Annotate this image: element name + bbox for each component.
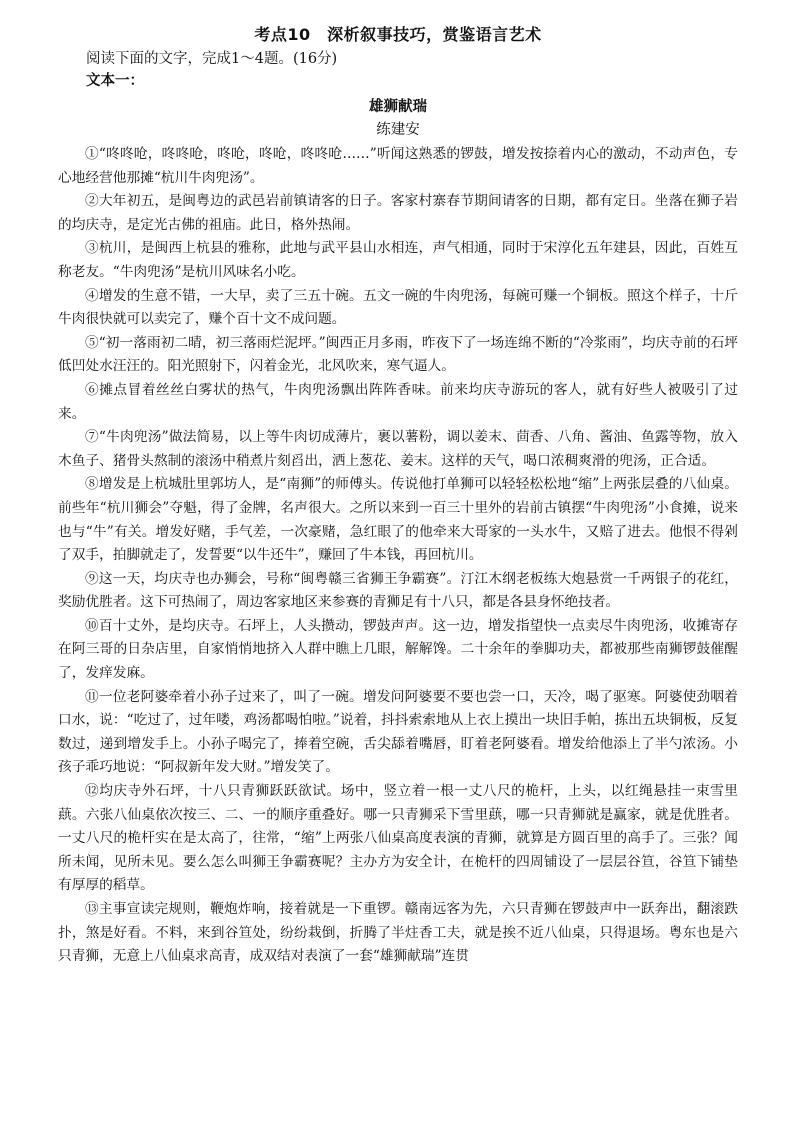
story-paragraph-6: ⑥摊点冒着丝丝白雾状的热气，牛肉兜汤飘出阵阵香味。前来均庆寺游玩的客人，就有好些人被吸引了过来。 — [58, 381, 738, 422]
story-paragraph-10: ⑩百十丈外，是均庆寺。石坪上，人头攒动，锣鼓声声。这一边，增发指望快一点卖尽牛肉兜汤，收摊寄存在阿三哥的日杂店里，自家悄悄地挤入人群中瞧上几眼，解解馋。二十余年的拳脚功夫，都被那些南狮锣鼓催醒了，发痒发麻。 — [58, 617, 738, 682]
story-paragraph-12: ⑫均庆寺外石坪，十八只青狮跃跃欲试。场中，竖立着一根一丈八尺的桅杆，上头，以红绳悬挂一束雪里蕻。六张八仙桌依次按三、二、一的顺序重叠好。哪一只青狮采下雪里蕻，哪一只青狮就是赢家，就是优胜者。一丈八尺的桅杆实在是太高了，往常，“缩”上两张八仙桌高度表演的青狮，就算是方圆百里的高手了。三张？闻所未闻，见所未见。要么怎么叫狮王争霸赛呢？主办方为安全计，在桅杆的四周铺设了一层层谷笪，谷笪下铺垫有厚厚的稻草。 — [58, 783, 738, 894]
text-one-label: 文本一： — [86, 73, 144, 89]
story-paragraph-8: ⑧增发是上杭城肚里郭坊人，是“南狮”的师傅头。传说他打单狮可以轻轻松松地“缩”上两张层叠的八仙桌。前些年“杭川狮会”夺魁，得了金牌，名声很大。之所以来到一百三十里外的岩前古镇摆“牛肉兜汤”小食摊，说来也与“牛”有关。增发好赌，手气差，一次豪赌，急红眼了的他牵来大哥家的一头水牛，又赔了进去。他恨不得剁了双手，拍脚就走了，发誓要“以牛还牛”，赚回了牛本钱，再回杭川。 — [58, 476, 738, 564]
story-paragraph-1: ①“咚咚呛，咚咚呛，咚呛，咚呛，咚咚呛……”听闻这熟悉的锣鼓，增发按捺着内心的激动，不动声色，专心地经营他那摊“杭川牛肉兜汤”。 — [58, 146, 738, 186]
story-paragraph-9: ⑨这一天，均庆寺也办狮会，号称“闽粤赣三省狮王争霸赛”。汀江木纲老板练大炮悬赏一千两银子的花红，奖励优胜者。这下可热闹了，周边客家地区来参赛的青狮足有十八只，都是各县身怀绝技者。 — [58, 570, 738, 611]
exam-topic-title: 考点10 深析叙事技巧，赏鉴语言艺术 — [254, 25, 542, 44]
story-text — [58, 96, 738, 969]
story-paragraph-5: ⑤“初一落雨初二晴，初三落雨烂泥坪。”闽西正月多雨，昨夜下了一场连绵不断的“冷浆雨”，均庆寺前的石坪低凹处水汪汪的。阳光照射下，闪着金光，北风吹来，寒气逼人。 — [58, 334, 738, 375]
question-instructions: 阅读下面的文字，完成1～4题。(16分) — [86, 51, 338, 67]
story-paragraph-13: ⑬主事宣读完规则，鞭炮炸响，接着就是一下重锣。赣南远客为先，六只青狮在锣鼓声中一跃奔出，翻滚跌扑，煞是好看。不料，来到谷笪处，纷纷栽倒，折腾了半炷香工夫，就是挨不近八仙桌，只得退场。粤东也是六只青狮，无意上八仙桌求高青，成双结对表演了一套“雄狮献瑞”连贯 — [58, 901, 738, 965]
story-paragraph-2: ②大年初五，是闽粤边的武邑岩前镇请客的日子。客家村寨春节期间请客的日期，都有定日。坐落在狮子岩的均庆寺，是定光古佛的祖庙。此日，格外热闹。 — [58, 193, 738, 233]
story-paragraph-4: ④增发的生意不错，一大早，卖了三五十碗。五文一碗的牛肉兜汤，每碗可赚一个铜板。照这个样子，十斤牛肉很快就可以卖完了，赚个百十文不成问题。 — [58, 287, 738, 328]
story-paragraph-3: ③杭川，是闽西上杭县的雅称，此地与武平县山水相连，声气相通，同时于宋淳化五年建县，因此，百姓互称老友。“牛肉兜汤”是杭川风味名小吃。 — [58, 240, 738, 280]
story-paragraph-7: ⑦“牛肉兜汤”做法简易，以上等牛肉切成薄片，裹以薯粉，调以姜末、茴香、八角、酱油、鱼露等物，放入木鱼子、猪骨头熬制的滚汤中稍煮片刻舀出，洒上葱花、姜末。这样的天气，喝口浓稠爽滑的兜汤，正合适。 — [58, 429, 738, 469]
story-paragraph-11: ⑪一位老阿婆牵着小孙子过来了，叫了一碗。增发问阿婆要不要也尝一口，天冷，喝了驱寒。阿婆使劲咽着口水，说：“吃过了，过年喽，鸡汤都喝怕啦。”说着，抖抖索索地从上衣上摸出一块旧手帕，拣出五块铜板，反复数过，递到增发手上。小孙子喝完了，捧着空碗，舌尖舔着嘴唇，盯着老阿婆看。增发给他添上了半勺浓汤。小孩子乖巧地说：“阿叔新年发大财。”增发笑了。 — [58, 688, 738, 776]
document-page — [58, 22, 738, 969]
story-title: 雄狮献瑞 — [369, 99, 427, 115]
story-author: 练建安 — [376, 122, 420, 138]
